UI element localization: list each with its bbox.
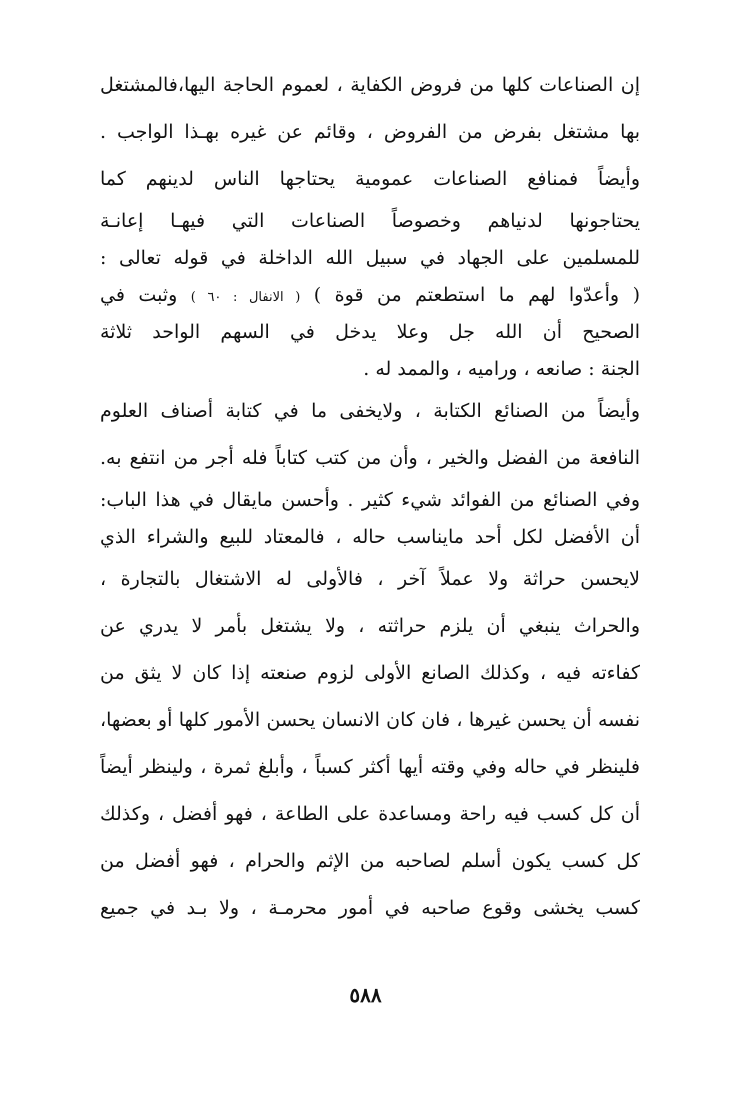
text-line: نفسه أن يحسن غيرها ، فان كان الانسان يحسن الأمور كلها أو بعضها، <box>100 709 640 731</box>
text-line: الصحيح أن الله جل وعلا يدخل في السهم الواحد ثلاثة <box>100 321 640 343</box>
text-line: إن الصناعات كلها من فروض الكفاية ، لعموم الحاجة اليها،فالمشتغل <box>100 74 640 96</box>
text-line: يحتاجونها لدنياهم وخصوصاً الصناعات التي فيهـا إعانـة <box>100 210 640 232</box>
text-line: والحراث ينبغي أن يلزم حراثته ، ولا يشتغل بأمر لا يدري عن <box>100 615 640 637</box>
quran-citation-line <box>100 277 640 314</box>
text-line: بها مشتغل بفرض من الفروض ، وقائم عن غيره بهـذا الواجب . <box>100 121 640 143</box>
text-line: الجنة : صانعه ، وراميه ، والممد له . <box>363 358 640 380</box>
text-line: كسب يخشى وقوع صاحبه في أمور محرمـة ، ولا بـد في جميع <box>100 897 640 919</box>
text-line: وأيضاً فمنافع الصناعات عمومية يحتاجها الناس لدينهم كما <box>100 168 640 190</box>
text-line: وفي الصنائع من الفوائد شيء كثير . وأحسن مايقال في هذا الباب: <box>100 489 640 511</box>
text-line: كفاءته فيه ، وكذلك الصانع الأولى لزوم صنعته إذا كان لا يثق من <box>100 662 640 684</box>
page-number: ٥٨٨ <box>349 983 382 1007</box>
text-line: لايحسن حراثة ولا عملاً آخر ، فالأولى له الاشتغال بالتجارة ، <box>100 568 640 590</box>
text-line: فلينظر في حاله وفي وقته أيها أكثر كسباً ، وأبلغ ثمرة ، ولينظر أيضاً <box>100 756 640 778</box>
text-line: وأيضاً من الصنائع الكتابة ، ولايخفى ما في كتابة أصناف العلوم <box>100 400 640 422</box>
text-line: أن كل كسب فيه راحة ومساعدة على الطاعة ، فهو أفضل ، وكذلك <box>100 803 640 825</box>
line-continuation: وثبت في <box>100 284 178 306</box>
text-line: أن الأفضل لكل أحد مايناسب حاله ، فالمعتاد للبيع والشراء الذي <box>100 526 640 548</box>
text-line: كل كسب يكون أسلم لصاحبه من الإثم والحرام ، فهو أفضل من <box>100 850 640 872</box>
body-text <box>100 62 640 932</box>
text-line: النافعة من الفضل والخير ، وأن من كتب كتاباً فله أجر من انتفع به. <box>100 447 640 469</box>
verse-reference: ( الانفال : ٦٠ ) <box>190 290 301 305</box>
quran-verse: ( وأعدّوا لهم ما استطعتم من قوة ) <box>313 284 640 306</box>
text-line: للمسلمين على الجهاد في سبيل الله الداخلة في قوله تعالى : <box>100 247 640 269</box>
